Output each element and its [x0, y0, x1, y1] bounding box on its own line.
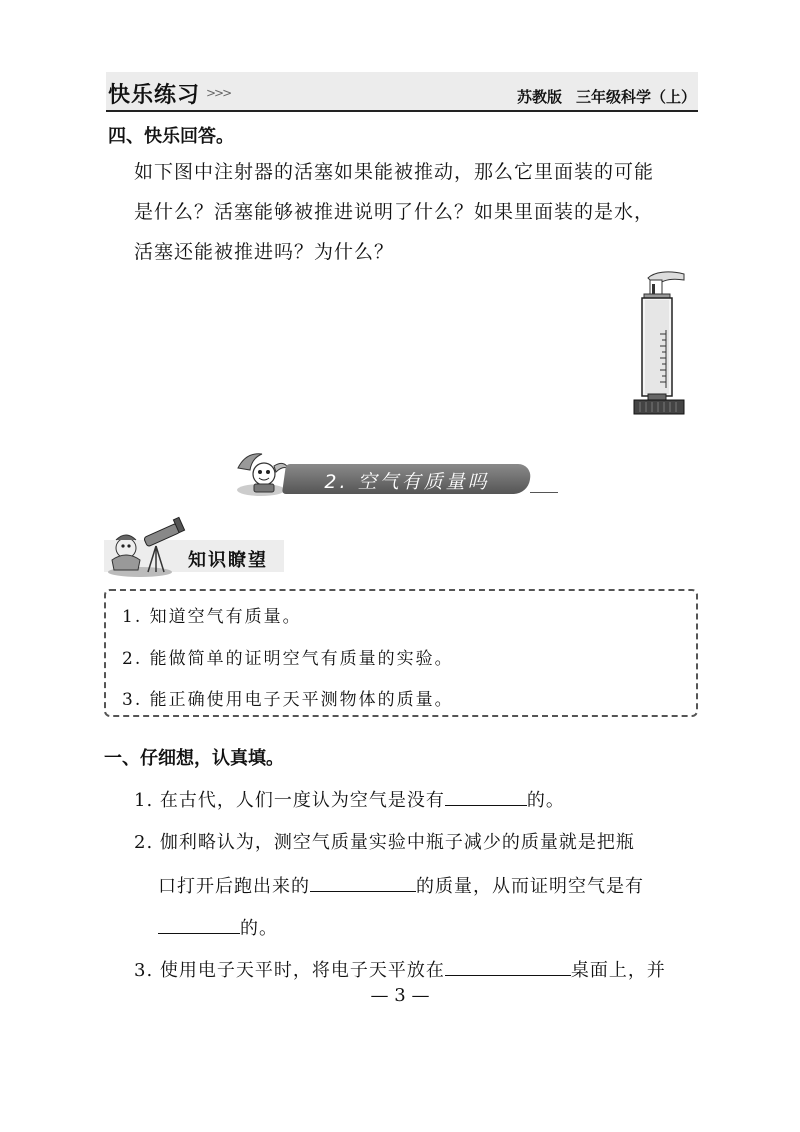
question-2-line-3: [158, 914, 278, 940]
question-3-blank[interactable]: [445, 957, 571, 976]
question-1-blank[interactable]: [445, 787, 527, 806]
page-number: — 3 —: [370, 985, 430, 1006]
knowledge-title: 知识瞭望: [188, 550, 268, 571]
question-2-text-a: 口打开后跑出来的: [158, 876, 310, 897]
telescope-icon: [104, 516, 190, 578]
question-3-text: 3. 使用电子天平时，将电子天平放在: [134, 960, 445, 981]
question-2-line-1: 2. 伽利略认为，测空气质量实验中瓶子减少的质量就是把瓶: [134, 832, 635, 853]
section4-line-1: 如下图中注射器的活塞如果能被推动，那么它里面装的可能: [134, 161, 655, 183]
question-2-blank-1[interactable]: [310, 873, 416, 892]
knowledge-item-2: 2. 能做简单的证明空气有质量的实验。: [122, 649, 454, 669]
question-2-text-b: 的质量，从而证明空气是有: [416, 876, 644, 897]
section1-title: 一、仔细想，认真填。: [104, 748, 284, 769]
section4-line-3: 活塞还能被推进吗？为什么？: [134, 241, 395, 263]
question-1: [134, 786, 565, 812]
lesson-title: 2. 空气有质量吗: [324, 471, 490, 493]
header-title: 快乐练习: [108, 83, 201, 108]
syringe-illustration: [628, 270, 690, 415]
section4-line-2: 是什么？活塞能够被推进说明了什么？如果里面装的是水，: [134, 201, 655, 223]
header-subject: 三年级科学（上）: [575, 88, 696, 106]
knowledge-item-1: 1. 知道空气有质量。: [122, 607, 302, 627]
knowledge-item-3: 3. 能正确使用电子天平测物体的质量。: [122, 690, 454, 710]
question-1-text: 1. 在古代，人们一度认为空气是没有: [134, 790, 445, 811]
header-book-info: [517, 86, 696, 107]
question-3: [134, 956, 666, 982]
question-1-text-end: 的。: [526, 790, 565, 811]
question-2-blank-2[interactable]: [158, 915, 240, 934]
header-arrows: >>>: [206, 86, 231, 100]
header-rule: [106, 110, 698, 112]
header-edition: 苏教版: [516, 88, 562, 106]
lesson-banner-tail: [530, 492, 558, 493]
question-3-text-end: 桌面上，并: [570, 960, 666, 981]
question-2-text-c: 的。: [240, 918, 278, 939]
section4-title: 四、快乐回答。: [108, 126, 234, 147]
question-2-line-2: [158, 872, 644, 898]
